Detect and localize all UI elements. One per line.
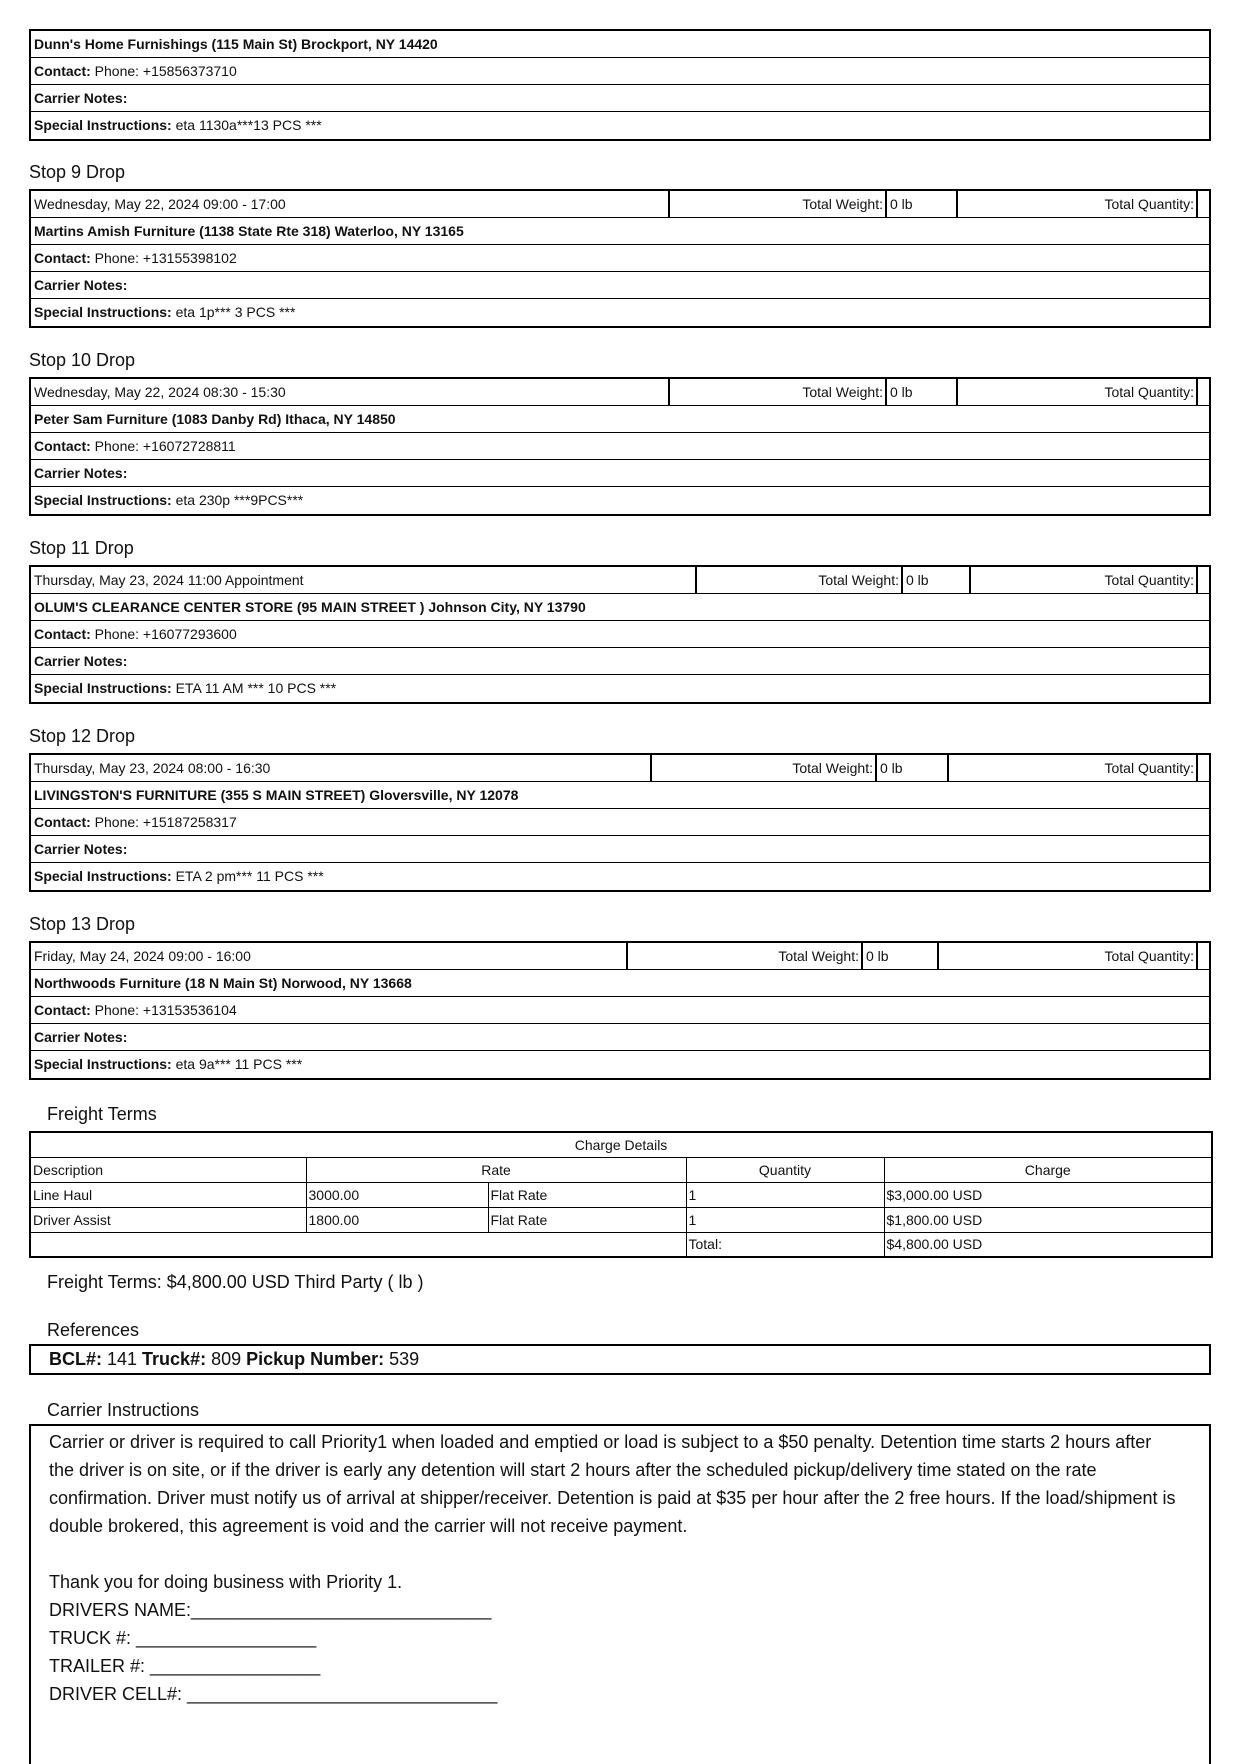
references-title: References — [47, 1320, 140, 1340]
stop-carrier-notes: Carrier Notes: — [31, 1024, 1209, 1051]
total-quantity-label: Total Quantity: — [958, 379, 1198, 405]
stop-12-block — [29, 753, 1211, 892]
charge-details-title-row — [30, 1132, 1212, 1157]
stop-date: Wednesday, May 22, 2024 09:00 - 17:00 — [31, 191, 670, 217]
charge-details-table — [29, 1131, 1213, 1258]
total-weight-label: Total Weight: — [652, 755, 877, 781]
charge-details-title: Charge Details — [30, 1132, 1212, 1157]
stop-date: Thursday, May 23, 2024 08:00 - 16:30 — [31, 755, 652, 781]
charge-rate-type: Flat Rate — [488, 1182, 686, 1207]
total-quantity-value — [1198, 755, 1209, 781]
thank-you-line: Thank you for doing business with Priority 1. — [49, 1572, 403, 1592]
pickup-number-label: Pickup Number: — [246, 1349, 385, 1369]
stop-special-instructions: Special Instructions: eta 1p*** 3 PCS *** — [34, 304, 296, 320]
stop-location-name: Peter Sam Furniture (1083 Danby Rd) Ithaca, NY 14850 — [31, 406, 1209, 433]
stop-location-name: Martins Amish Furniture (1138 State Rte 318) Waterloo, NY 13165 — [31, 218, 1209, 245]
charge-row — [30, 1182, 1212, 1207]
total-weight-label: Total Weight: — [697, 567, 903, 593]
charge-amount: $1,800.00 USD — [884, 1207, 1212, 1232]
total-quantity-value — [1198, 567, 1209, 593]
stop-carrier-notes: Carrier Notes: — [31, 85, 1209, 112]
charge-rate: 3000.00 — [306, 1182, 488, 1207]
total-weight-label: Total Weight: — [628, 943, 863, 969]
charge-rate: 1800.00 — [306, 1207, 488, 1232]
trailer-number-line: TRAILER #: _________________ — [49, 1656, 321, 1676]
truck-number-line: TRUCK #: __________________ — [49, 1628, 317, 1648]
stop-12-title: Stop 12 Drop — [29, 726, 136, 746]
total-weight-value: 0 lb — [877, 755, 949, 781]
total-weight-value: 0 lb — [863, 943, 939, 969]
drivers-name-line: DRIVERS NAME:______________________________ — [49, 1600, 492, 1620]
stop-location-name: Dunn's Home Furnishings (115 Main St) Brockport, NY 14420 — [31, 31, 1209, 58]
truck-label: Truck#: — [142, 1349, 207, 1369]
total-quantity-value — [1198, 191, 1209, 217]
stop-8-block — [29, 29, 1211, 141]
stop-special-instructions: Special Instructions: ETA 2 pm*** 11 PCS *** — [34, 868, 324, 884]
instructions-paragraph-2: the driver is on site, or if the driver is early any detention will start 2 hours after the scheduled pickup/delivery time stated on the rate confirmation. Driver must notify us of arrival at shipper/receiver. Detention is paid at $35 per hour after the 2 free hours. If the load/shipment is double brokered, this agreement is void and the carrier will not receive payment. — [49, 1460, 1176, 1536]
stop-13-block — [29, 941, 1211, 1080]
stop-header-row — [31, 191, 1209, 218]
stop-header-row — [31, 567, 1209, 594]
bcl-label: BCL#: — [49, 1349, 102, 1369]
charge-row — [30, 1207, 1212, 1232]
bcl-value: 141 — [102, 1349, 143, 1369]
stop-11-block — [29, 565, 1211, 704]
stop-location-name: LIVINGSTON'S FURNITURE (355 S MAIN STREET) Gloversville, NY 12078 — [31, 782, 1209, 809]
carrier-instructions-box — [29, 1424, 1211, 1764]
total-weight-label: Total Weight: — [670, 191, 887, 217]
stop-carrier-notes: Carrier Notes: — [31, 460, 1209, 487]
stop-11-title: Stop 11 Drop — [29, 538, 134, 558]
references-box — [29, 1344, 1211, 1375]
total-weight-value: 0 lb — [887, 379, 958, 405]
total-quantity-label: Total Quantity: — [971, 567, 1198, 593]
charge-quantity: 1 — [686, 1207, 884, 1232]
freight-terms-summary: Freight Terms: $4,800.00 USD Third Party ( lb ) — [47, 1272, 424, 1292]
stop-carrier-notes: Carrier Notes: — [31, 272, 1209, 299]
stop-carrier-notes: Carrier Notes: — [31, 836, 1209, 863]
charge-description: Line Haul — [30, 1182, 306, 1207]
charge-rate-type: Flat Rate — [488, 1207, 686, 1232]
total-weight-label: Total Weight: — [670, 379, 887, 405]
stop-carrier-notes: Carrier Notes: — [31, 648, 1209, 675]
header-description: Description — [30, 1157, 306, 1182]
stop-contact: Contact: Phone: +13153536104 — [31, 997, 1209, 1024]
stop-header-row — [31, 379, 1209, 406]
truck-value: 809 — [206, 1349, 247, 1369]
instructions-paragraph-1: Carrier or driver is required to call Priority1 when loaded and emptied or load is subject to a $50 penalty. Detention time starts 2 hours after — [49, 1432, 1152, 1452]
stop-special-instructions: Special Instructions: eta 1130a***13 PCS *** — [34, 117, 322, 133]
stop-contact: Contact: Phone: +13155398102 — [31, 245, 1209, 272]
header-quantity: Quantity — [686, 1157, 884, 1182]
driver-cell-line: DRIVER CELL#: _______________________________ — [49, 1684, 498, 1704]
stop-contact: Contact: Phone: +15856373710 — [31, 58, 1209, 85]
total-quantity-value — [1198, 943, 1209, 969]
stop-location-name: Northwoods Furniture (18 N Main St) Norwood, NY 13668 — [31, 970, 1209, 997]
stop-location-name: OLUM'S CLEARANCE CENTER STORE (95 MAIN STREET ) Johnson City, NY 13790 — [31, 594, 1209, 621]
charge-description: Driver Assist — [30, 1207, 306, 1232]
stop-13-title: Stop 13 Drop — [29, 914, 136, 934]
charge-total-value: $4,800.00 USD — [884, 1232, 1212, 1257]
stop-special-instructions: Special Instructions: ETA 11 AM *** 10 PCS *** — [34, 680, 337, 696]
total-quantity-label: Total Quantity: — [949, 755, 1198, 781]
freight-terms-title: Freight Terms — [47, 1104, 157, 1124]
charge-total-label: Total: — [686, 1232, 884, 1257]
total-quantity-value — [1198, 379, 1209, 405]
stop-date: Friday, May 24, 2024 09:00 - 16:00 — [31, 943, 628, 969]
stop-10-block — [29, 377, 1211, 516]
total-weight-value: 0 lb — [887, 191, 958, 217]
charge-header-row — [30, 1157, 1212, 1182]
charge-total-spacer — [30, 1232, 686, 1257]
total-weight-value: 0 lb — [903, 567, 971, 593]
stop-date: Thursday, May 23, 2024 11:00 Appointment — [31, 567, 697, 593]
header-rate: Rate — [306, 1157, 686, 1182]
stop-10-title: Stop 10 Drop — [29, 350, 136, 370]
stop-9-title: Stop 9 Drop — [29, 162, 126, 182]
stop-header-row — [31, 943, 1209, 970]
total-quantity-label: Total Quantity: — [939, 943, 1198, 969]
pickup-number-value: 539 — [384, 1349, 420, 1369]
charge-quantity: 1 — [686, 1182, 884, 1207]
stop-contact: Contact: Phone: +15187258317 — [31, 809, 1209, 836]
carrier-instructions-title: Carrier Instructions — [47, 1400, 200, 1420]
header-charge: Charge — [884, 1157, 1212, 1182]
stop-contact: Contact: Phone: +16077293600 — [31, 621, 1209, 648]
stop-header-row — [31, 755, 1209, 782]
stop-special-instructions: Special Instructions: eta 230p ***9PCS*** — [34, 492, 304, 508]
charge-amount: $3,000.00 USD — [884, 1182, 1212, 1207]
stop-special-instructions: Special Instructions: eta 9a*** 11 PCS *** — [34, 1056, 303, 1072]
stop-contact: Contact: Phone: +16072728811 — [31, 433, 1209, 460]
charge-total-row — [30, 1232, 1212, 1257]
stop-date: Wednesday, May 22, 2024 08:30 - 15:30 — [31, 379, 670, 405]
stop-9-block — [29, 189, 1211, 328]
total-quantity-label: Total Quantity: — [958, 191, 1198, 217]
